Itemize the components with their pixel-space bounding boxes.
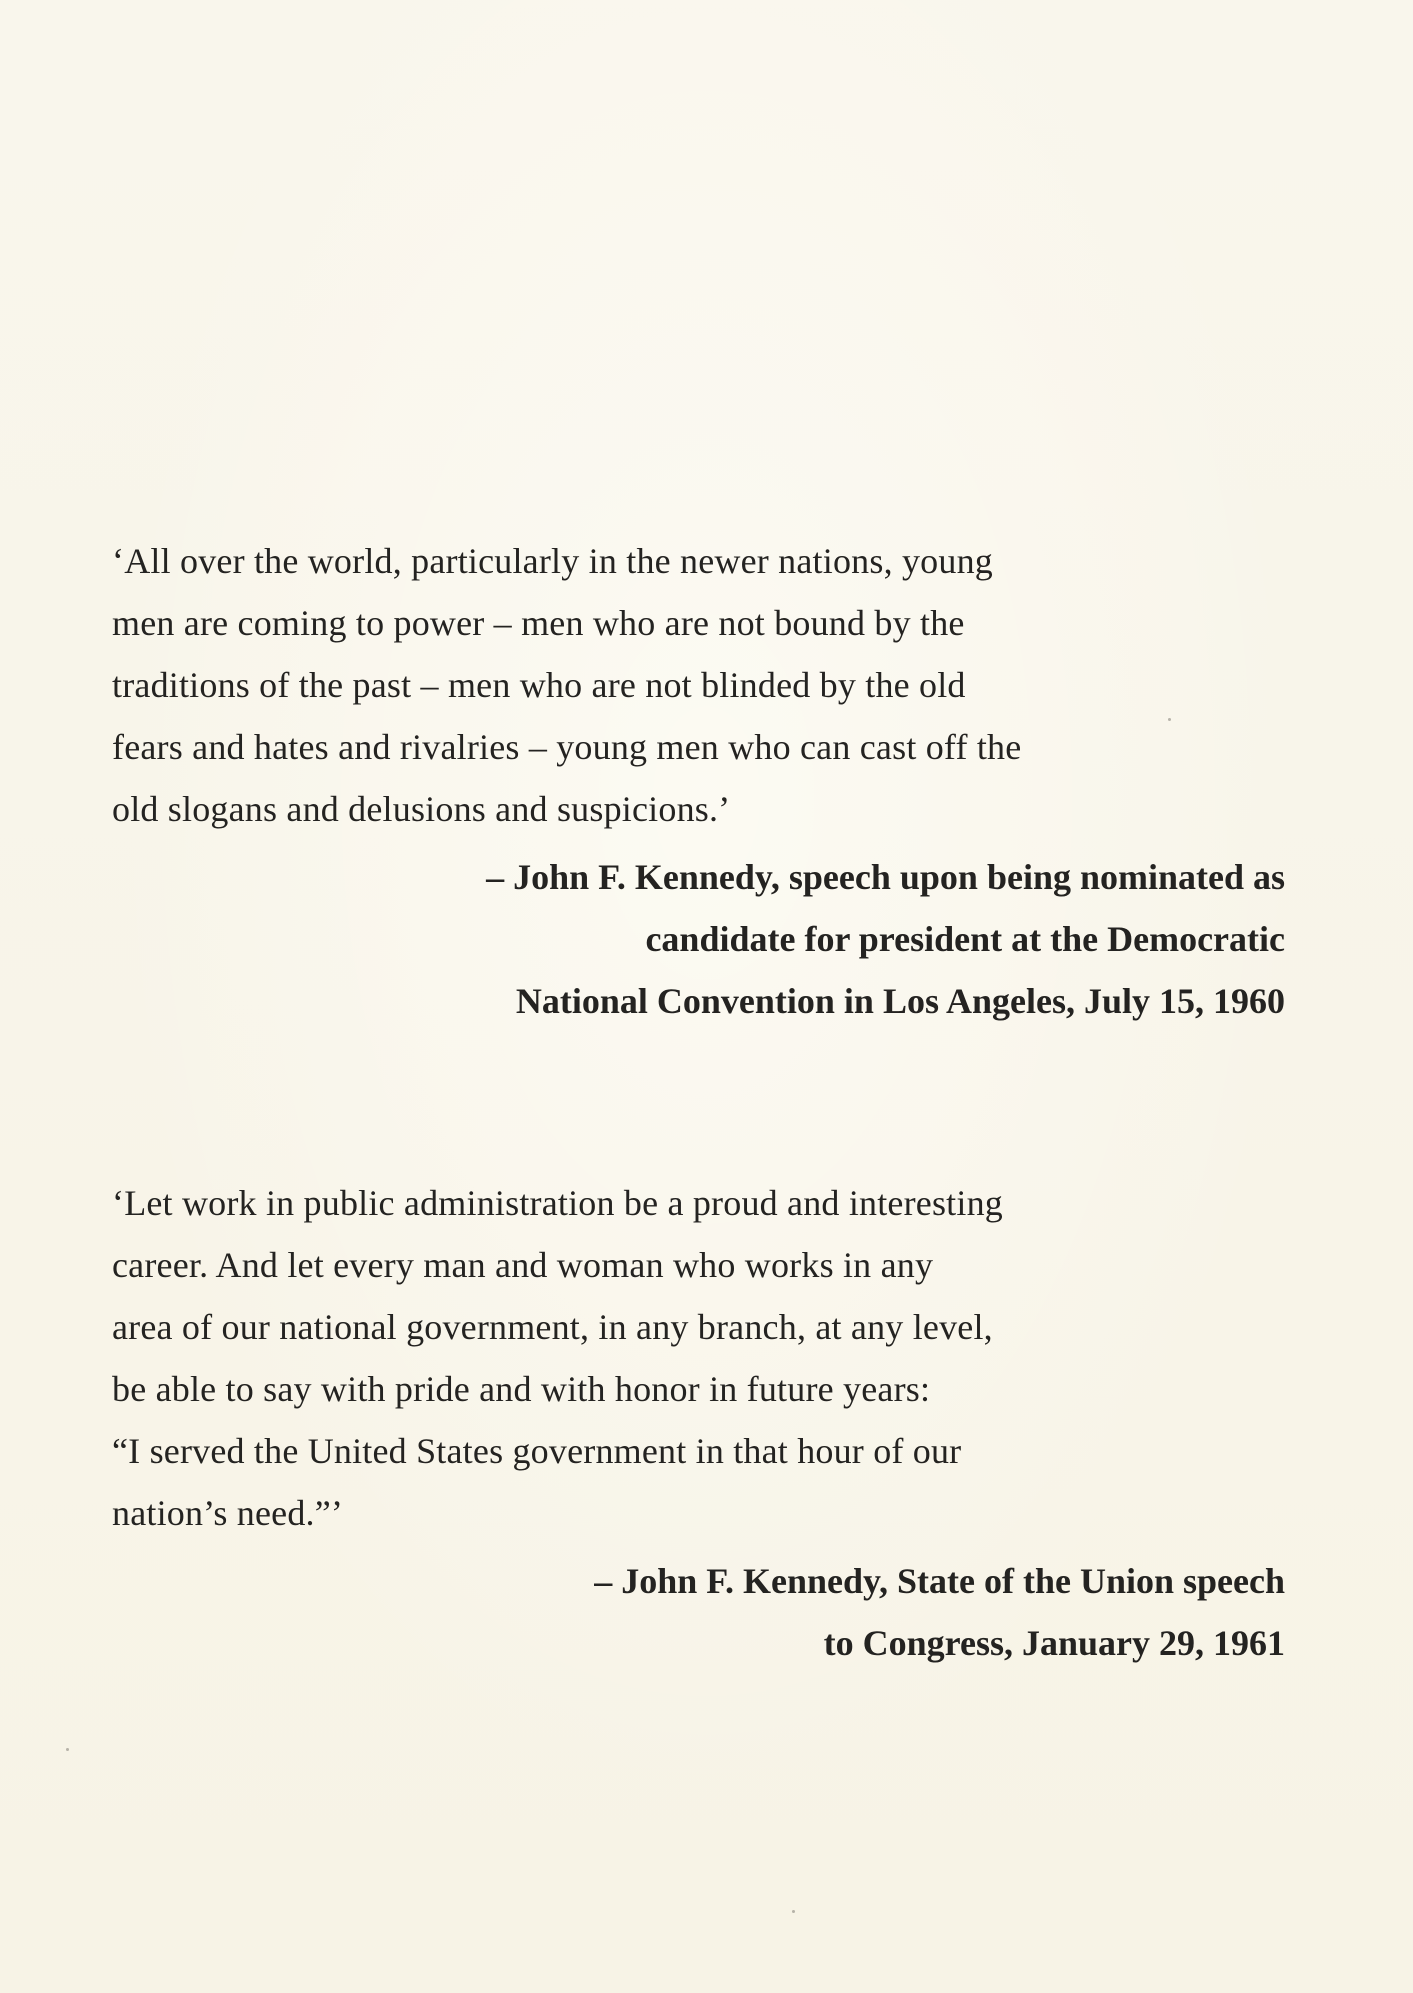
quote-block [112, 530, 1292, 1032]
quote-attribution: – John F. Kennedy, State of the Union speech to Congress, January 29, 1961 [594, 1561, 1285, 1663]
paper-speck [66, 1748, 69, 1751]
quote-block [112, 1172, 1292, 1674]
paper-speck [1168, 718, 1171, 721]
quote-attribution: – John F. Kennedy, speech upon being nominated as candidate for president at the Democratic National Convention in Los Angeles, July 15, 1960 [486, 857, 1285, 1021]
quote-text: ‘All over the world, particularly in the newer nations, young men are coming to power – men who are not bound by the traditions of the past – men who are not blinded by the old fears and hates and rivalries – young men who can cast off the old slogans and delusions and suspicions.’ [112, 541, 1022, 829]
quote-text: ‘Let work in public administration be a proud and interesting career. And let every man and woman who works in any area of our national government, in any branch, at any level, be able to say with pride and with honor in future years: “I served the United States government in that hour of our nation’s need.”’ [112, 1183, 1003, 1533]
paper-speck [792, 1910, 795, 1913]
